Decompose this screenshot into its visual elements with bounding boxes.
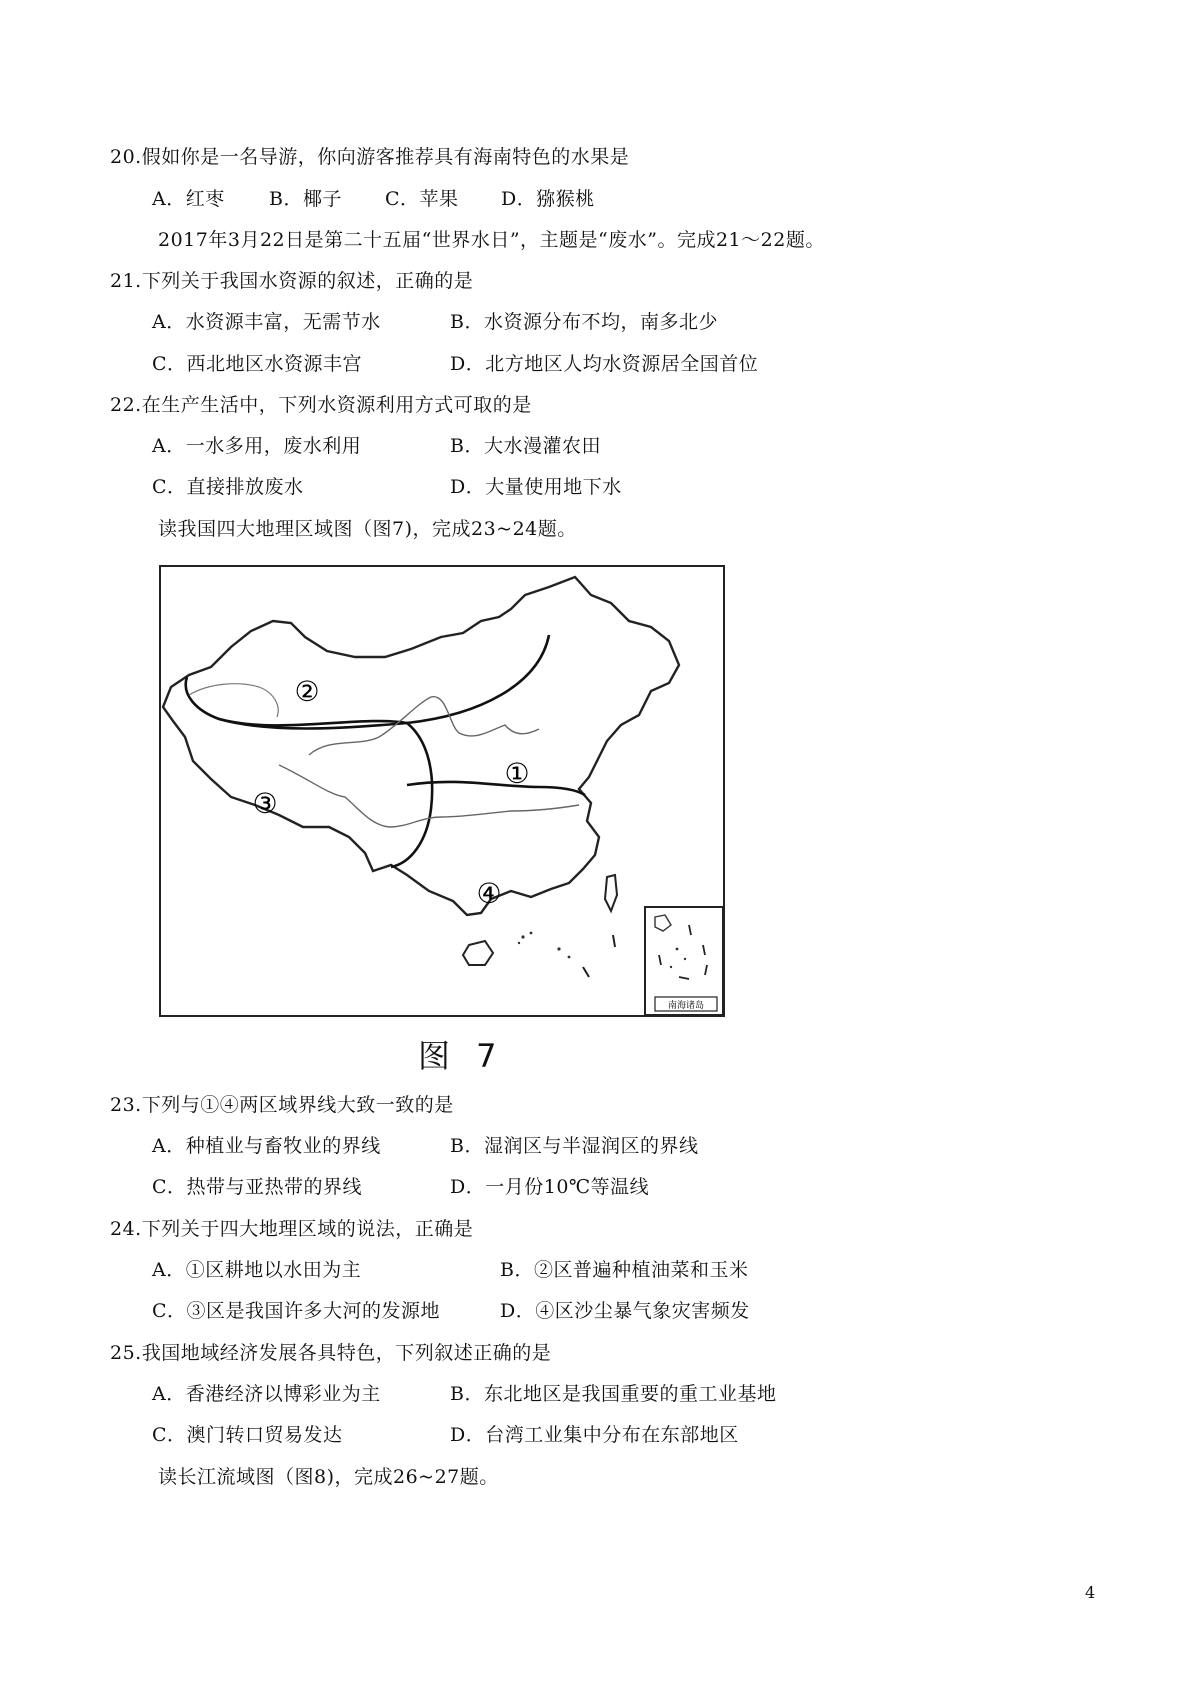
question-22-stem: 22.在生产生活中，下列水资源利用方式可取的是 [110,394,532,416]
page-number: 4 [1085,1583,1096,1602]
q24-option-c: C．③区是我国许多大河的发源地 [152,1300,441,1322]
q20-option-c: C．苹果 [385,188,459,210]
q24-option-a: A．①区耕地以水田为主 [152,1259,362,1281]
q25-option-c: C．澳门转口贸易发达 [152,1424,343,1446]
figure-7-caption: 图 7 [418,1037,505,1075]
intro-21-22: 2017年3月22日是第二十五届“世界水日”，主题是“废水”。完成21～22题。 [158,229,825,251]
q20-option-b: B．椰子 [269,188,342,210]
map-frame [160,566,724,1016]
q22-option-c: C．直接排放废水 [152,476,304,498]
inset-label: 南海诸岛 [667,1001,705,1011]
q20-option-d: D．猕猴桃 [501,188,595,210]
region-label-4: ④ [476,877,502,910]
q22-option-a: A．一水多用，废水利用 [152,435,362,457]
figure-7-china-regions-map [159,565,725,1017]
q21-option-a: A．水资源丰富，无需节水 [152,311,381,333]
q22-option-d: D．大量使用地下水 [450,476,622,498]
q24-option-d: D．④区沙尘暴气象灾害频发 [500,1300,750,1322]
question-24-stem: 24.下列关于四大地理区域的说法，正确是 [110,1218,474,1240]
question-23-stem: 23.下列与①④两区域界线大致一致的是 [110,1094,454,1116]
q25-option-d: D．台湾工业集中分布在东部地区 [450,1424,739,1446]
q23-option-b: B．湿润区与半湿润区的界线 [450,1135,699,1157]
q23-option-d: D．一月份10℃等温线 [450,1176,650,1198]
q25-option-a: A．香港经济以博彩业为主 [152,1383,381,1405]
region-label-1: ① [504,757,530,790]
q23-option-a: A．种植业与畜牧业的界线 [152,1135,381,1157]
q25-option-b: B．东北地区是我国重要的重工业基地 [450,1383,777,1405]
q23-option-c: C．热带与亚热带的界线 [152,1176,363,1198]
region-label-2: ② [294,675,320,708]
region-label-3: ③ [252,787,278,820]
question-20-stem: 20.假如你是一名导游，你向游客推荐具有海南特色的水果是 [110,146,630,168]
q20-option-a: A．红枣 [152,188,225,210]
q21-option-b: B．水资源分布不均，南多北少 [450,311,718,333]
question-21-stem: 21.下列关于我国水资源的叙述，正确的是 [110,270,474,292]
question-25-stem: 25.我国地域经济发展各具特色，下列叙述正确的是 [110,1342,552,1364]
q24-option-b: B．②区普遍种植油菜和玉米 [500,1259,749,1281]
intro-23-24: 读我国四大地理区域图（图7)，完成23~24题。 [158,518,577,540]
q21-option-d: D．北方地区人均水资源居全国首位 [450,353,759,375]
q21-option-c: C．西北地区水资源丰宫 [152,353,363,375]
q22-option-b: B．大水漫灌农田 [450,435,601,457]
intro-26-27: 读长江流域图（图8)，完成26~27题。 [158,1466,499,1488]
south-china-sea-inset [645,907,723,1015]
